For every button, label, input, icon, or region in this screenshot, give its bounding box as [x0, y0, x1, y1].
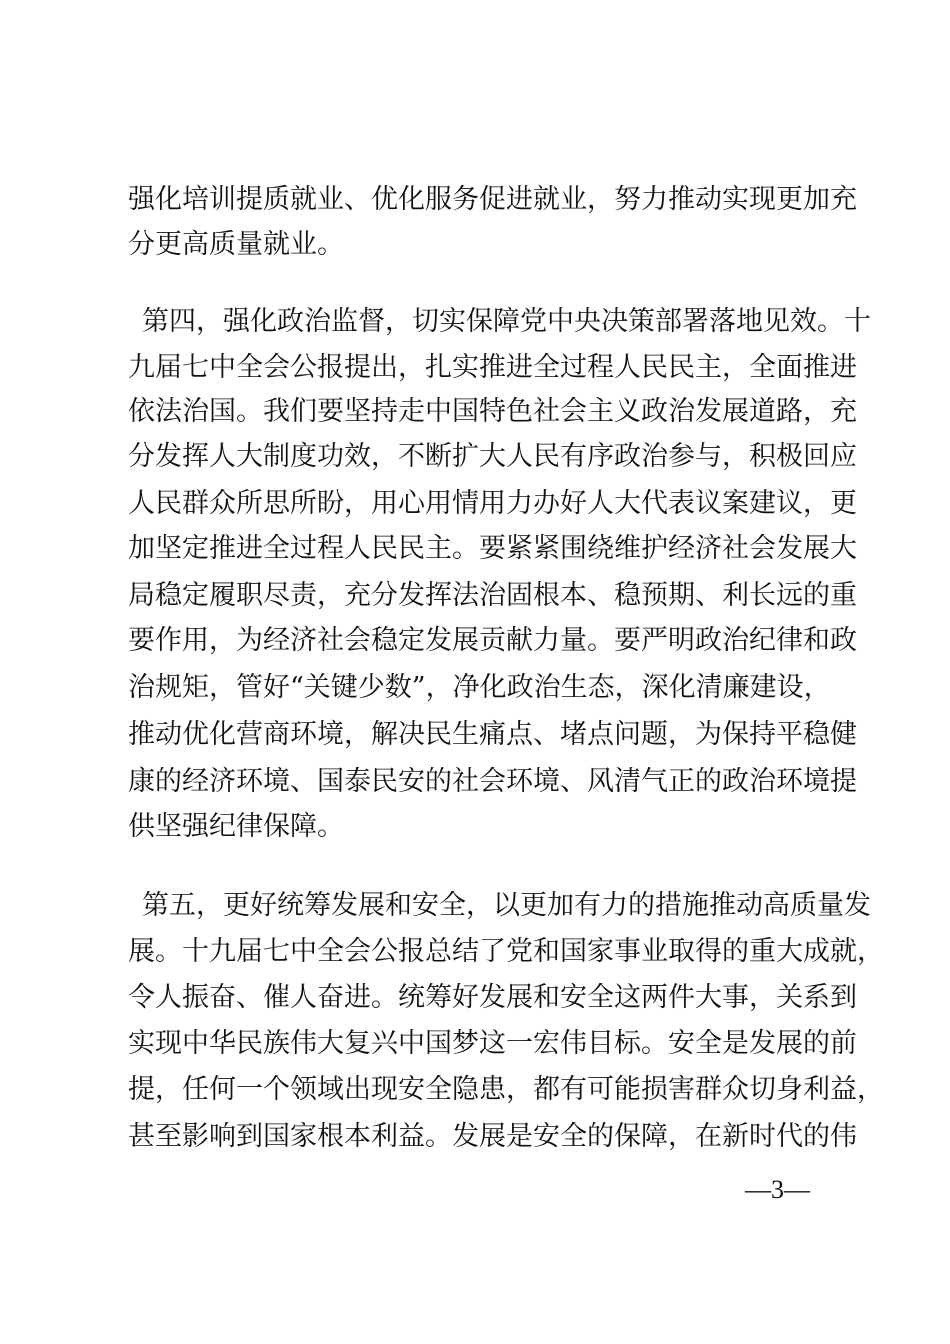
text-line: 局稳定履职尽责，充分发挥法治固根本、稳预期、利长远的重 [128, 580, 857, 611]
text-line: 要作用，为经济社会稳定发展贡献力量。要严明政治纪律和政 [128, 625, 857, 656]
text-line: 推动优化营商环境，解决民生痛点、堵点问题，为保持平稳健 [128, 719, 857, 750]
text-line: 强化培训提质就业、优化服务促进就业，努力推动实现更加充 [128, 184, 857, 215]
text-line: 依法治国。我们要坚持走中国特色社会主义政治发展道路，充 [128, 396, 857, 427]
text-line: 展。十九届七中全会公报总结了党和国家事业取得的重大成就， [128, 936, 884, 967]
text-line: 提，任何一个领域出现安全隐患，都有可能损害群众切身利益， [128, 1074, 884, 1105]
text-line: 供坚强纪律保障。 [128, 811, 344, 842]
text-line: 分发挥人大制度功效，不断扩大人民有序政治参与，积极回应 [128, 441, 857, 472]
page-number: —3— [745, 1175, 810, 1204]
text-line: 康的经济环境、国泰民安的社会环境、风清气正的政治环境提 [128, 766, 857, 797]
text-line: 第五，更好统筹发展和安全，以更加有力的措施推动高质量发 [142, 890, 871, 921]
text-line: 实现中华民族伟大复兴中国梦这一宏伟目标。安全是发展的前 [128, 1028, 857, 1059]
text-line: 九届七中全会公报提出，扎实推进全过程人民民主，全面推进 [128, 352, 857, 383]
text-line: 令人振奋、催人奋进。统筹好发展和安全这两件大事，关系到 [128, 982, 857, 1013]
text-line: 加坚定推进全过程人民民主。要紧紧围绕维护经济社会发展大 [128, 533, 857, 564]
text-line: 人民群众所思所盼，用心用情用力办好人大代表议案建议，更 [128, 488, 857, 519]
text-line: 甚至影响到国家根本利益。发展是安全的保障，在新时代的伟 [128, 1121, 857, 1152]
text-line: 分更高质量就业。 [128, 229, 344, 260]
text-line: 治规矩，管好“关键少数”，净化政治生态，深化清廉建设， [128, 672, 831, 703]
text-line: 第四，强化政治监督，切实保障党中央决策部署落地见效。十 [142, 306, 871, 337]
